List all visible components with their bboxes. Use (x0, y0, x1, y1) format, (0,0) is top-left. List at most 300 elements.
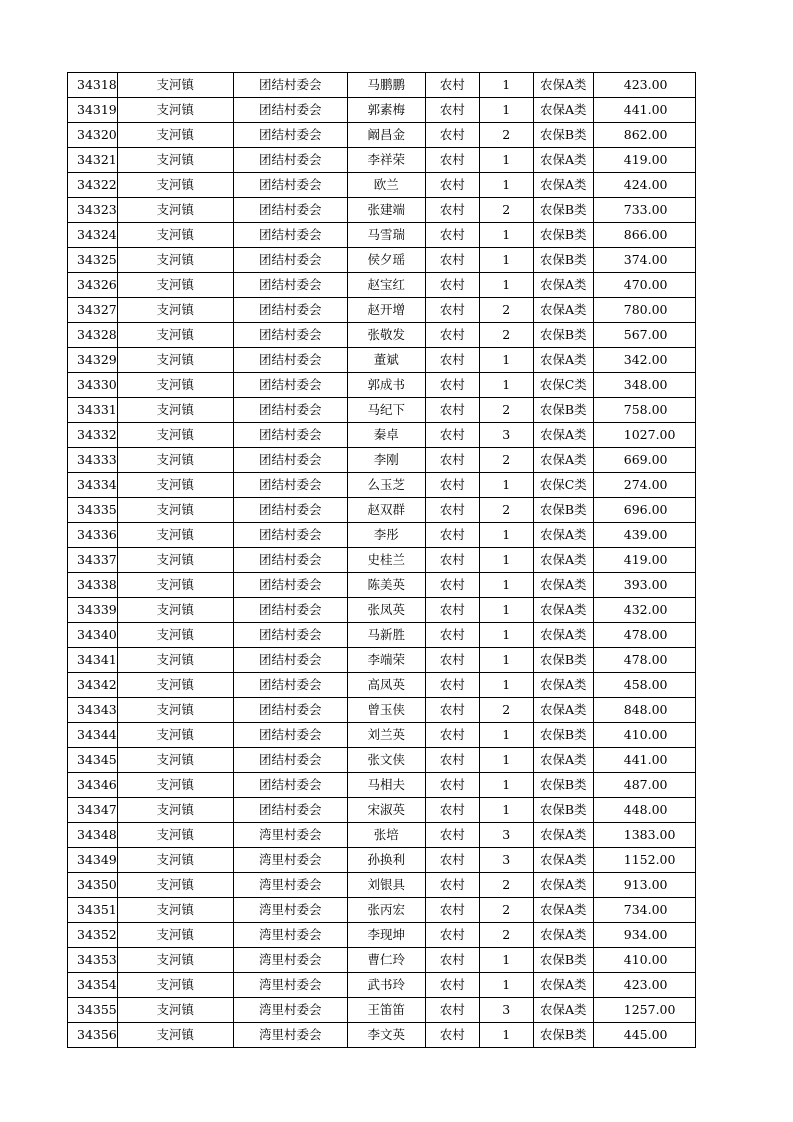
village-committee-cell: 湾里村委会 (233, 823, 347, 848)
town-cell: 支河镇 (117, 473, 233, 498)
table-row (68, 973, 696, 998)
town-cell: 支河镇 (117, 848, 233, 873)
household-count-cell: 2 (479, 498, 533, 523)
household-count-cell: 1 (479, 598, 533, 623)
insurance-category-cell: 农保B类 (533, 398, 593, 423)
name-cell: 李端荣 (347, 648, 425, 673)
area-type-cell: 农村 (425, 123, 479, 148)
insurance-category-cell: 农保A类 (533, 873, 593, 898)
area-type-cell: 农村 (425, 373, 479, 398)
record-id-cell: 34355 (68, 998, 118, 1023)
table-row (68, 498, 696, 523)
record-id-cell: 34352 (68, 923, 118, 948)
area-type-cell: 农村 (425, 998, 479, 1023)
area-type-cell: 农村 (425, 173, 479, 198)
insurance-category-cell: 农保A类 (533, 173, 593, 198)
town-cell: 支河镇 (117, 448, 233, 473)
village-committee-cell: 团结村委会 (233, 223, 347, 248)
insurance-category-cell: 农保A类 (533, 973, 593, 998)
village-committee-cell: 团结村委会 (233, 73, 347, 98)
area-type-cell: 农村 (425, 498, 479, 523)
name-cell: 孙换利 (347, 848, 425, 873)
name-cell: 武书玲 (347, 973, 425, 998)
table-row (68, 898, 696, 923)
name-cell: 陈美英 (347, 573, 425, 598)
record-id-cell: 34330 (68, 373, 118, 398)
household-count-cell: 2 (479, 398, 533, 423)
village-committee-cell: 湾里村委会 (233, 998, 347, 1023)
amount-cell: 393.00 (593, 573, 695, 598)
village-committee-cell: 团结村委会 (233, 98, 347, 123)
village-committee-cell: 团结村委会 (233, 248, 347, 273)
insurance-category-cell: 农保A类 (533, 898, 593, 923)
name-cell: 张敬发 (347, 323, 425, 348)
record-id-cell: 34339 (68, 598, 118, 623)
household-count-cell: 1 (479, 73, 533, 98)
town-cell: 支河镇 (117, 1023, 233, 1048)
record-id-cell: 34347 (68, 798, 118, 823)
table-row (68, 273, 696, 298)
town-cell: 支河镇 (117, 948, 233, 973)
name-cell: 郭素梅 (347, 98, 425, 123)
insurance-category-cell: 农保B类 (533, 723, 593, 748)
name-cell: 张凤英 (347, 598, 425, 623)
amount-cell: 274.00 (593, 473, 695, 498)
table-row (68, 548, 696, 573)
town-cell: 支河镇 (117, 373, 233, 398)
name-cell: 李刚 (347, 448, 425, 473)
village-committee-cell: 团结村委会 (233, 748, 347, 773)
record-id-cell: 34340 (68, 623, 118, 648)
name-cell: 李文英 (347, 1023, 425, 1048)
household-count-cell: 1 (479, 948, 533, 973)
record-id-cell: 34354 (68, 973, 118, 998)
household-count-cell: 1 (479, 98, 533, 123)
area-type-cell: 农村 (425, 723, 479, 748)
record-id-cell: 34341 (68, 648, 118, 673)
amount-cell: 1257.00 (593, 998, 695, 1023)
table-row (68, 473, 696, 498)
household-count-cell: 1 (479, 673, 533, 698)
village-committee-cell: 湾里村委会 (233, 973, 347, 998)
village-committee-cell: 湾里村委会 (233, 948, 347, 973)
name-cell: 郭成书 (347, 373, 425, 398)
household-count-cell: 3 (479, 998, 533, 1023)
town-cell: 支河镇 (117, 648, 233, 673)
town-cell: 支河镇 (117, 698, 233, 723)
insurance-category-cell: 农保A类 (533, 273, 593, 298)
record-id-cell: 34350 (68, 873, 118, 898)
area-type-cell: 农村 (425, 773, 479, 798)
town-cell: 支河镇 (117, 823, 233, 848)
amount-cell: 734.00 (593, 898, 695, 923)
town-cell: 支河镇 (117, 598, 233, 623)
area-type-cell: 农村 (425, 323, 479, 348)
area-type-cell: 农村 (425, 73, 479, 98)
area-type-cell: 农村 (425, 623, 479, 648)
amount-cell: 419.00 (593, 148, 695, 173)
village-committee-cell: 团结村委会 (233, 473, 347, 498)
household-count-cell: 1 (479, 248, 533, 273)
village-committee-cell: 湾里村委会 (233, 898, 347, 923)
area-type-cell: 农村 (425, 148, 479, 173)
record-id-cell: 34349 (68, 848, 118, 873)
village-committee-cell: 团结村委会 (233, 123, 347, 148)
amount-cell: 1027.00 (593, 423, 695, 448)
amount-cell: 758.00 (593, 398, 695, 423)
record-id-cell: 34319 (68, 98, 118, 123)
table-row (68, 348, 696, 373)
area-type-cell: 农村 (425, 698, 479, 723)
table-row (68, 773, 696, 798)
area-type-cell: 农村 (425, 198, 479, 223)
village-committee-cell: 团结村委会 (233, 373, 347, 398)
table-row (68, 373, 696, 398)
area-type-cell: 农村 (425, 673, 479, 698)
table-row (68, 923, 696, 948)
town-cell: 支河镇 (117, 223, 233, 248)
insurance-category-cell: 农保A类 (533, 573, 593, 598)
amount-cell: 478.00 (593, 648, 695, 673)
village-committee-cell: 团结村委会 (233, 348, 347, 373)
household-count-cell: 1 (479, 548, 533, 573)
name-cell: 李彤 (347, 523, 425, 548)
amount-cell: 567.00 (593, 323, 695, 348)
area-type-cell: 农村 (425, 98, 479, 123)
household-count-cell: 1 (479, 348, 533, 373)
table-row (68, 673, 696, 698)
table-row (68, 598, 696, 623)
name-cell: 刘银具 (347, 873, 425, 898)
town-cell: 支河镇 (117, 623, 233, 648)
town-cell: 支河镇 (117, 998, 233, 1023)
name-cell: 王笛笛 (347, 998, 425, 1023)
amount-cell: 862.00 (593, 123, 695, 148)
name-cell: 赵开增 (347, 298, 425, 323)
insurance-category-cell: 农保B类 (533, 1023, 593, 1048)
household-count-cell: 1 (479, 648, 533, 673)
town-cell: 支河镇 (117, 548, 233, 573)
household-count-cell: 2 (479, 298, 533, 323)
household-count-cell: 2 (479, 123, 533, 148)
insurance-category-cell: 农保B类 (533, 773, 593, 798)
area-type-cell: 农村 (425, 598, 479, 623)
insurance-category-cell: 农保B类 (533, 648, 593, 673)
village-committee-cell: 湾里村委会 (233, 848, 347, 873)
household-count-cell: 2 (479, 198, 533, 223)
name-cell: 马雪瑞 (347, 223, 425, 248)
insurance-category-cell: 农保B类 (533, 198, 593, 223)
name-cell: 马新胜 (347, 623, 425, 648)
area-type-cell: 农村 (425, 798, 479, 823)
name-cell: 宋淑英 (347, 798, 425, 823)
insurance-category-cell: 农保A类 (533, 923, 593, 948)
area-type-cell: 农村 (425, 823, 479, 848)
table-row (68, 873, 696, 898)
household-count-cell: 1 (479, 223, 533, 248)
name-cell: 曹仁玲 (347, 948, 425, 973)
record-id-cell: 34346 (68, 773, 118, 798)
village-committee-cell: 湾里村委会 (233, 923, 347, 948)
record-id-cell: 34336 (68, 523, 118, 548)
town-cell: 支河镇 (117, 323, 233, 348)
area-type-cell: 农村 (425, 273, 479, 298)
name-cell: 曾玉侠 (347, 698, 425, 723)
record-id-cell: 34332 (68, 423, 118, 448)
area-type-cell: 农村 (425, 923, 479, 948)
household-count-cell: 2 (479, 323, 533, 348)
name-cell: 张丙宏 (347, 898, 425, 923)
amount-cell: 448.00 (593, 798, 695, 823)
insurance-category-cell: 农保A类 (533, 73, 593, 98)
household-count-cell: 2 (479, 448, 533, 473)
insurance-category-cell: 农保A类 (533, 848, 593, 873)
record-id-cell: 34345 (68, 748, 118, 773)
name-cell: 张建端 (347, 198, 425, 223)
record-id-cell: 34320 (68, 123, 118, 148)
table-row (68, 698, 696, 723)
amount-cell: 432.00 (593, 598, 695, 623)
insurance-category-cell: 农保A类 (533, 823, 593, 848)
area-type-cell: 农村 (425, 898, 479, 923)
insurance-category-cell: 农保B类 (533, 223, 593, 248)
table-row (68, 848, 696, 873)
record-id-cell: 34337 (68, 548, 118, 573)
record-id-cell: 34334 (68, 473, 118, 498)
village-committee-cell: 团结村委会 (233, 523, 347, 548)
table-row (68, 798, 696, 823)
name-cell: 马纪下 (347, 398, 425, 423)
table-row (68, 448, 696, 473)
household-count-cell: 1 (479, 773, 533, 798)
insurance-category-cell: 农保B类 (533, 323, 593, 348)
household-count-cell: 1 (479, 723, 533, 748)
household-count-cell: 1 (479, 748, 533, 773)
household-count-cell: 2 (479, 873, 533, 898)
table-row (68, 423, 696, 448)
area-type-cell: 农村 (425, 473, 479, 498)
town-cell: 支河镇 (117, 198, 233, 223)
record-id-cell: 34344 (68, 723, 118, 748)
amount-cell: 1383.00 (593, 823, 695, 848)
amount-cell: 410.00 (593, 723, 695, 748)
name-cell: 张文侠 (347, 748, 425, 773)
record-id-cell: 34353 (68, 948, 118, 973)
village-committee-cell: 团结村委会 (233, 698, 347, 723)
household-count-cell: 1 (479, 173, 533, 198)
insurance-category-cell: 农保B类 (533, 123, 593, 148)
household-count-cell: 2 (479, 898, 533, 923)
amount-cell: 934.00 (593, 923, 695, 948)
record-id-cell: 34325 (68, 248, 118, 273)
table-row (68, 123, 696, 148)
name-cell: 阚昌金 (347, 123, 425, 148)
town-cell: 支河镇 (117, 523, 233, 548)
record-id-cell: 34324 (68, 223, 118, 248)
area-type-cell: 农村 (425, 873, 479, 898)
village-committee-cell: 团结村委会 (233, 723, 347, 748)
table-row (68, 998, 696, 1023)
insurance-category-cell: 农保A类 (533, 523, 593, 548)
area-type-cell: 农村 (425, 973, 479, 998)
insurance-category-cell: 农保A类 (533, 98, 593, 123)
town-cell: 支河镇 (117, 423, 233, 448)
area-type-cell: 农村 (425, 298, 479, 323)
town-cell: 支河镇 (117, 973, 233, 998)
household-count-cell: 1 (479, 148, 533, 173)
village-committee-cell: 团结村委会 (233, 198, 347, 223)
insurance-category-cell: 农保A类 (533, 673, 593, 698)
village-committee-cell: 团结村委会 (233, 798, 347, 823)
area-type-cell: 农村 (425, 848, 479, 873)
area-type-cell: 农村 (425, 573, 479, 598)
area-type-cell: 农村 (425, 523, 479, 548)
area-type-cell: 农村 (425, 648, 479, 673)
village-committee-cell: 团结村委会 (233, 598, 347, 623)
amount-cell: 913.00 (593, 873, 695, 898)
table-row (68, 148, 696, 173)
town-cell: 支河镇 (117, 873, 233, 898)
household-count-cell: 1 (479, 973, 533, 998)
record-id-cell: 34327 (68, 298, 118, 323)
insurance-category-cell: 农保A类 (533, 423, 593, 448)
record-id-cell: 34322 (68, 173, 118, 198)
insurance-category-cell: 农保A类 (533, 748, 593, 773)
table-row (68, 198, 696, 223)
record-id-cell: 34333 (68, 448, 118, 473)
insurance-category-cell: 农保B类 (533, 948, 593, 973)
household-count-cell: 2 (479, 698, 533, 723)
town-cell: 支河镇 (117, 898, 233, 923)
village-committee-cell: 团结村委会 (233, 423, 347, 448)
table-row (68, 98, 696, 123)
town-cell: 支河镇 (117, 773, 233, 798)
name-cell: 欧兰 (347, 173, 425, 198)
record-id-cell: 34331 (68, 398, 118, 423)
record-id-cell: 34321 (68, 148, 118, 173)
record-id-cell: 34323 (68, 198, 118, 223)
village-committee-cell: 团结村委会 (233, 623, 347, 648)
record-id-cell: 34326 (68, 273, 118, 298)
data-table (67, 72, 696, 1048)
town-cell: 支河镇 (117, 248, 233, 273)
name-cell: 马鹏鹏 (347, 73, 425, 98)
record-id-cell: 34318 (68, 73, 118, 98)
table-row (68, 223, 696, 248)
area-type-cell: 农村 (425, 223, 479, 248)
village-committee-cell: 团结村委会 (233, 323, 347, 348)
table-row (68, 73, 696, 98)
town-cell: 支河镇 (117, 398, 233, 423)
record-id-cell: 34328 (68, 323, 118, 348)
record-id-cell: 34348 (68, 823, 118, 848)
town-cell: 支河镇 (117, 273, 233, 298)
amount-cell: 733.00 (593, 198, 695, 223)
amount-cell: 487.00 (593, 773, 695, 798)
amount-cell: 470.00 (593, 273, 695, 298)
village-committee-cell: 团结村委会 (233, 148, 347, 173)
amount-cell: 780.00 (593, 298, 695, 323)
town-cell: 支河镇 (117, 73, 233, 98)
amount-cell: 419.00 (593, 548, 695, 573)
name-cell: 高凤英 (347, 673, 425, 698)
town-cell: 支河镇 (117, 148, 233, 173)
amount-cell: 441.00 (593, 98, 695, 123)
name-cell: 么玉芝 (347, 473, 425, 498)
table-row (68, 748, 696, 773)
amount-cell: 478.00 (593, 623, 695, 648)
household-count-cell: 1 (479, 273, 533, 298)
town-cell: 支河镇 (117, 123, 233, 148)
village-committee-cell: 团结村委会 (233, 648, 347, 673)
name-cell: 刘兰英 (347, 723, 425, 748)
table-row (68, 723, 696, 748)
area-type-cell: 农村 (425, 748, 479, 773)
village-committee-cell: 团结村委会 (233, 448, 347, 473)
village-committee-cell: 团结村委会 (233, 398, 347, 423)
table-row (68, 648, 696, 673)
amount-cell: 342.00 (593, 348, 695, 373)
insurance-category-cell: 农保A类 (533, 623, 593, 648)
area-type-cell: 农村 (425, 1023, 479, 1048)
town-cell: 支河镇 (117, 298, 233, 323)
area-type-cell: 农村 (425, 448, 479, 473)
area-type-cell: 农村 (425, 248, 479, 273)
table-row (68, 248, 696, 273)
insurance-category-cell: 农保A类 (533, 348, 593, 373)
household-count-cell: 1 (479, 623, 533, 648)
table-row (68, 298, 696, 323)
amount-cell: 441.00 (593, 748, 695, 773)
name-cell: 李祥荣 (347, 148, 425, 173)
household-count-cell: 1 (479, 798, 533, 823)
name-cell: 董斌 (347, 348, 425, 373)
table-row (68, 823, 696, 848)
amount-cell: 439.00 (593, 523, 695, 548)
amount-cell: 696.00 (593, 498, 695, 523)
table-body (68, 73, 696, 1048)
record-id-cell: 34356 (68, 1023, 118, 1048)
record-id-cell: 34329 (68, 348, 118, 373)
village-committee-cell: 团结村委会 (233, 548, 347, 573)
amount-cell: 458.00 (593, 673, 695, 698)
amount-cell: 410.00 (593, 948, 695, 973)
name-cell: 史桂兰 (347, 548, 425, 573)
insurance-category-cell: 农保A类 (533, 998, 593, 1023)
table-row (68, 623, 696, 648)
household-count-cell: 3 (479, 423, 533, 448)
amount-cell: 424.00 (593, 173, 695, 198)
town-cell: 支河镇 (117, 673, 233, 698)
insurance-category-cell: 农保A类 (533, 698, 593, 723)
table-row (68, 323, 696, 348)
insurance-category-cell: 农保A类 (533, 148, 593, 173)
table-row (68, 948, 696, 973)
amount-cell: 374.00 (593, 248, 695, 273)
insurance-category-cell: 农保B类 (533, 798, 593, 823)
town-cell: 支河镇 (117, 573, 233, 598)
household-count-cell: 1 (479, 573, 533, 598)
name-cell: 张培 (347, 823, 425, 848)
household-count-cell: 3 (479, 823, 533, 848)
table-row (68, 173, 696, 198)
name-cell: 李现坤 (347, 923, 425, 948)
amount-cell: 1152.00 (593, 848, 695, 873)
town-cell: 支河镇 (117, 173, 233, 198)
village-committee-cell: 团结村委会 (233, 298, 347, 323)
insurance-category-cell: 农保B类 (533, 498, 593, 523)
insurance-category-cell: 农保A类 (533, 448, 593, 473)
